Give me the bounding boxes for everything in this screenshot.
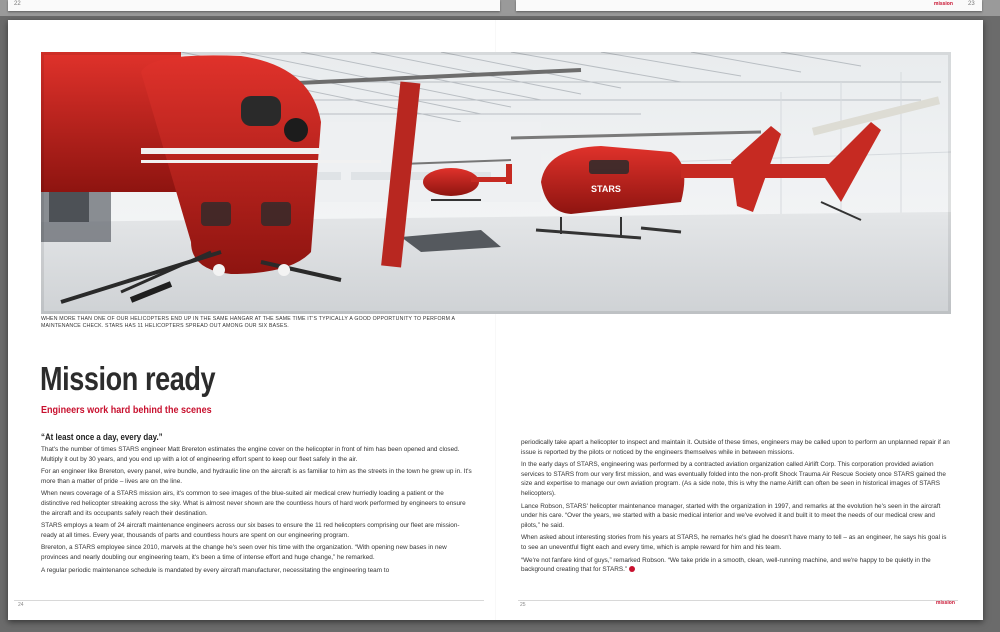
right-footer-rule	[518, 600, 958, 601]
top-brand-label: mission	[934, 1, 953, 7]
right-page-number: 25	[520, 602, 526, 608]
magazine-spread[interactable]	[8, 20, 983, 620]
top-left-page-number: 22	[14, 1, 21, 7]
right-paragraph: In the early days of STARS, engineering was performed by a contracted aviation organization called Airlift Corp. This corporation provided aviation services to STARS from our very first mission, and was eventually folded into the non-profit Shock Trauma Air Rescue Society once STARS gained the size and expertise to manage our own aviation program. (As a side note, this is why the name Airlift can often be seen in historical images of STARS helicopters).	[521, 461, 946, 497]
left-footer-rule	[14, 600, 484, 601]
left-paragraph: For an engineer like Brereton, every panel, wire bundle, and hydraulic line on the aircraft is as familiar to him as the streets in the town he grew up in. It's more than a matter of pride – lives are on the line.	[41, 468, 472, 485]
previous-spread-right-page[interactable]	[516, 0, 982, 11]
right-paragraph: When asked about interesting stories from his years at STARS, he remarks he's glad he doesn't have many to tell – as an engineer, he says his goal is to see an uneventful flight each and every time, which is ample reward for him and his team.	[521, 534, 947, 551]
closing-paragraph-text: “We're not fanfare kind of guys,” remarked Robson. “We take pride in a smooth, clean, well-running machine, and we're happy to be quietly in the background creating that for STARS.”	[521, 556, 931, 574]
left-paragraph: Brereton, a STARS employee since 2010, marvels at the change he's seen over his time with the organization. “With opening new bases in new provinces and nearly doubling our engineering team, it's been a time of intense effort and huge change,” he remarked.	[41, 544, 447, 561]
hangar-photo-illustration	[41, 52, 951, 314]
left-paragraph: A regular periodic maintenance schedule is mandated by every aircraft manufacturer, necessitating the engineering team to	[41, 566, 390, 574]
left-paragraph: That's the number of times STARS engineer Matt Brereton estimates the engine cover on the helicopter in front of him has been opened and closed. Multiply it out by 30 years, and you end up with a lot of engineering effort spent to keep our fleet safely in the air.	[41, 446, 460, 463]
hangar-photo	[41, 52, 951, 314]
right-paragraph: periodically take apart a helicopter to inspect and maintain it. Outside of these times, engineers may be called upon to perform an unplanned repair if an issue is reported by the pilots or noticed by the engineers themselves while in between missions.	[521, 439, 950, 456]
top-right-page-number: 23	[968, 1, 975, 7]
end-of-article-icon	[629, 566, 635, 572]
aircraft-marking-text: STARS	[591, 184, 621, 194]
pull-heading: “At least once a day, every day.”	[41, 432, 163, 442]
article-left-column	[41, 431, 473, 578]
previous-spread-left-page[interactable]	[8, 0, 500, 11]
article-right-column	[521, 438, 951, 578]
article-title: Mission ready	[40, 360, 216, 397]
left-paragraph: When news coverage of a STARS mission airs, it's common to see images of the blue-suited air medical crew hurriedly loading a patient or the distinctive red helicopter streaking across the sky. What is almost never shown are the countless hours of hard work performed by engineers to ensure the aircraft and its occupants safely reach their destination.	[41, 490, 466, 517]
footer-brand-label: mission	[936, 600, 955, 606]
photo-caption: WHEN MORE THAN ONE OF OUR HELICOPTERS END UP IN THE SAME HANGAR AT THE SAME TIME IT'S TYPICALLY A GOOD OPPORTUNITY TO PERFORM A MAINTENANCE CHECK. STARS HAS 11 HELICOPTERS SPREAD OUT AMONG OUR SIX BASES.	[41, 316, 455, 329]
article-subtitle: Engineers work hard behind the scenes	[41, 404, 212, 416]
left-paragraph: STARS employs a team of 24 aircraft maintenance engineers across our six bases to ensure the 11 red helicopters comprising our fleet are mission-ready at all times. Every year, thousands of parts and countless hours are spent on our engineering program.	[41, 522, 460, 539]
right-paragraph: Lance Robson, STARS' helicopter maintenance manager, started with the organization in 1997, and remarks at the evolution he's seen in the aircraft under his care. “Over the years, we started with a basic medical interior and we've evolved it and built it to meet the needs of our medical crew and pilots,” he said.	[521, 502, 941, 529]
left-page-number: 24	[18, 602, 24, 608]
right-paragraph	[521, 556, 951, 575]
